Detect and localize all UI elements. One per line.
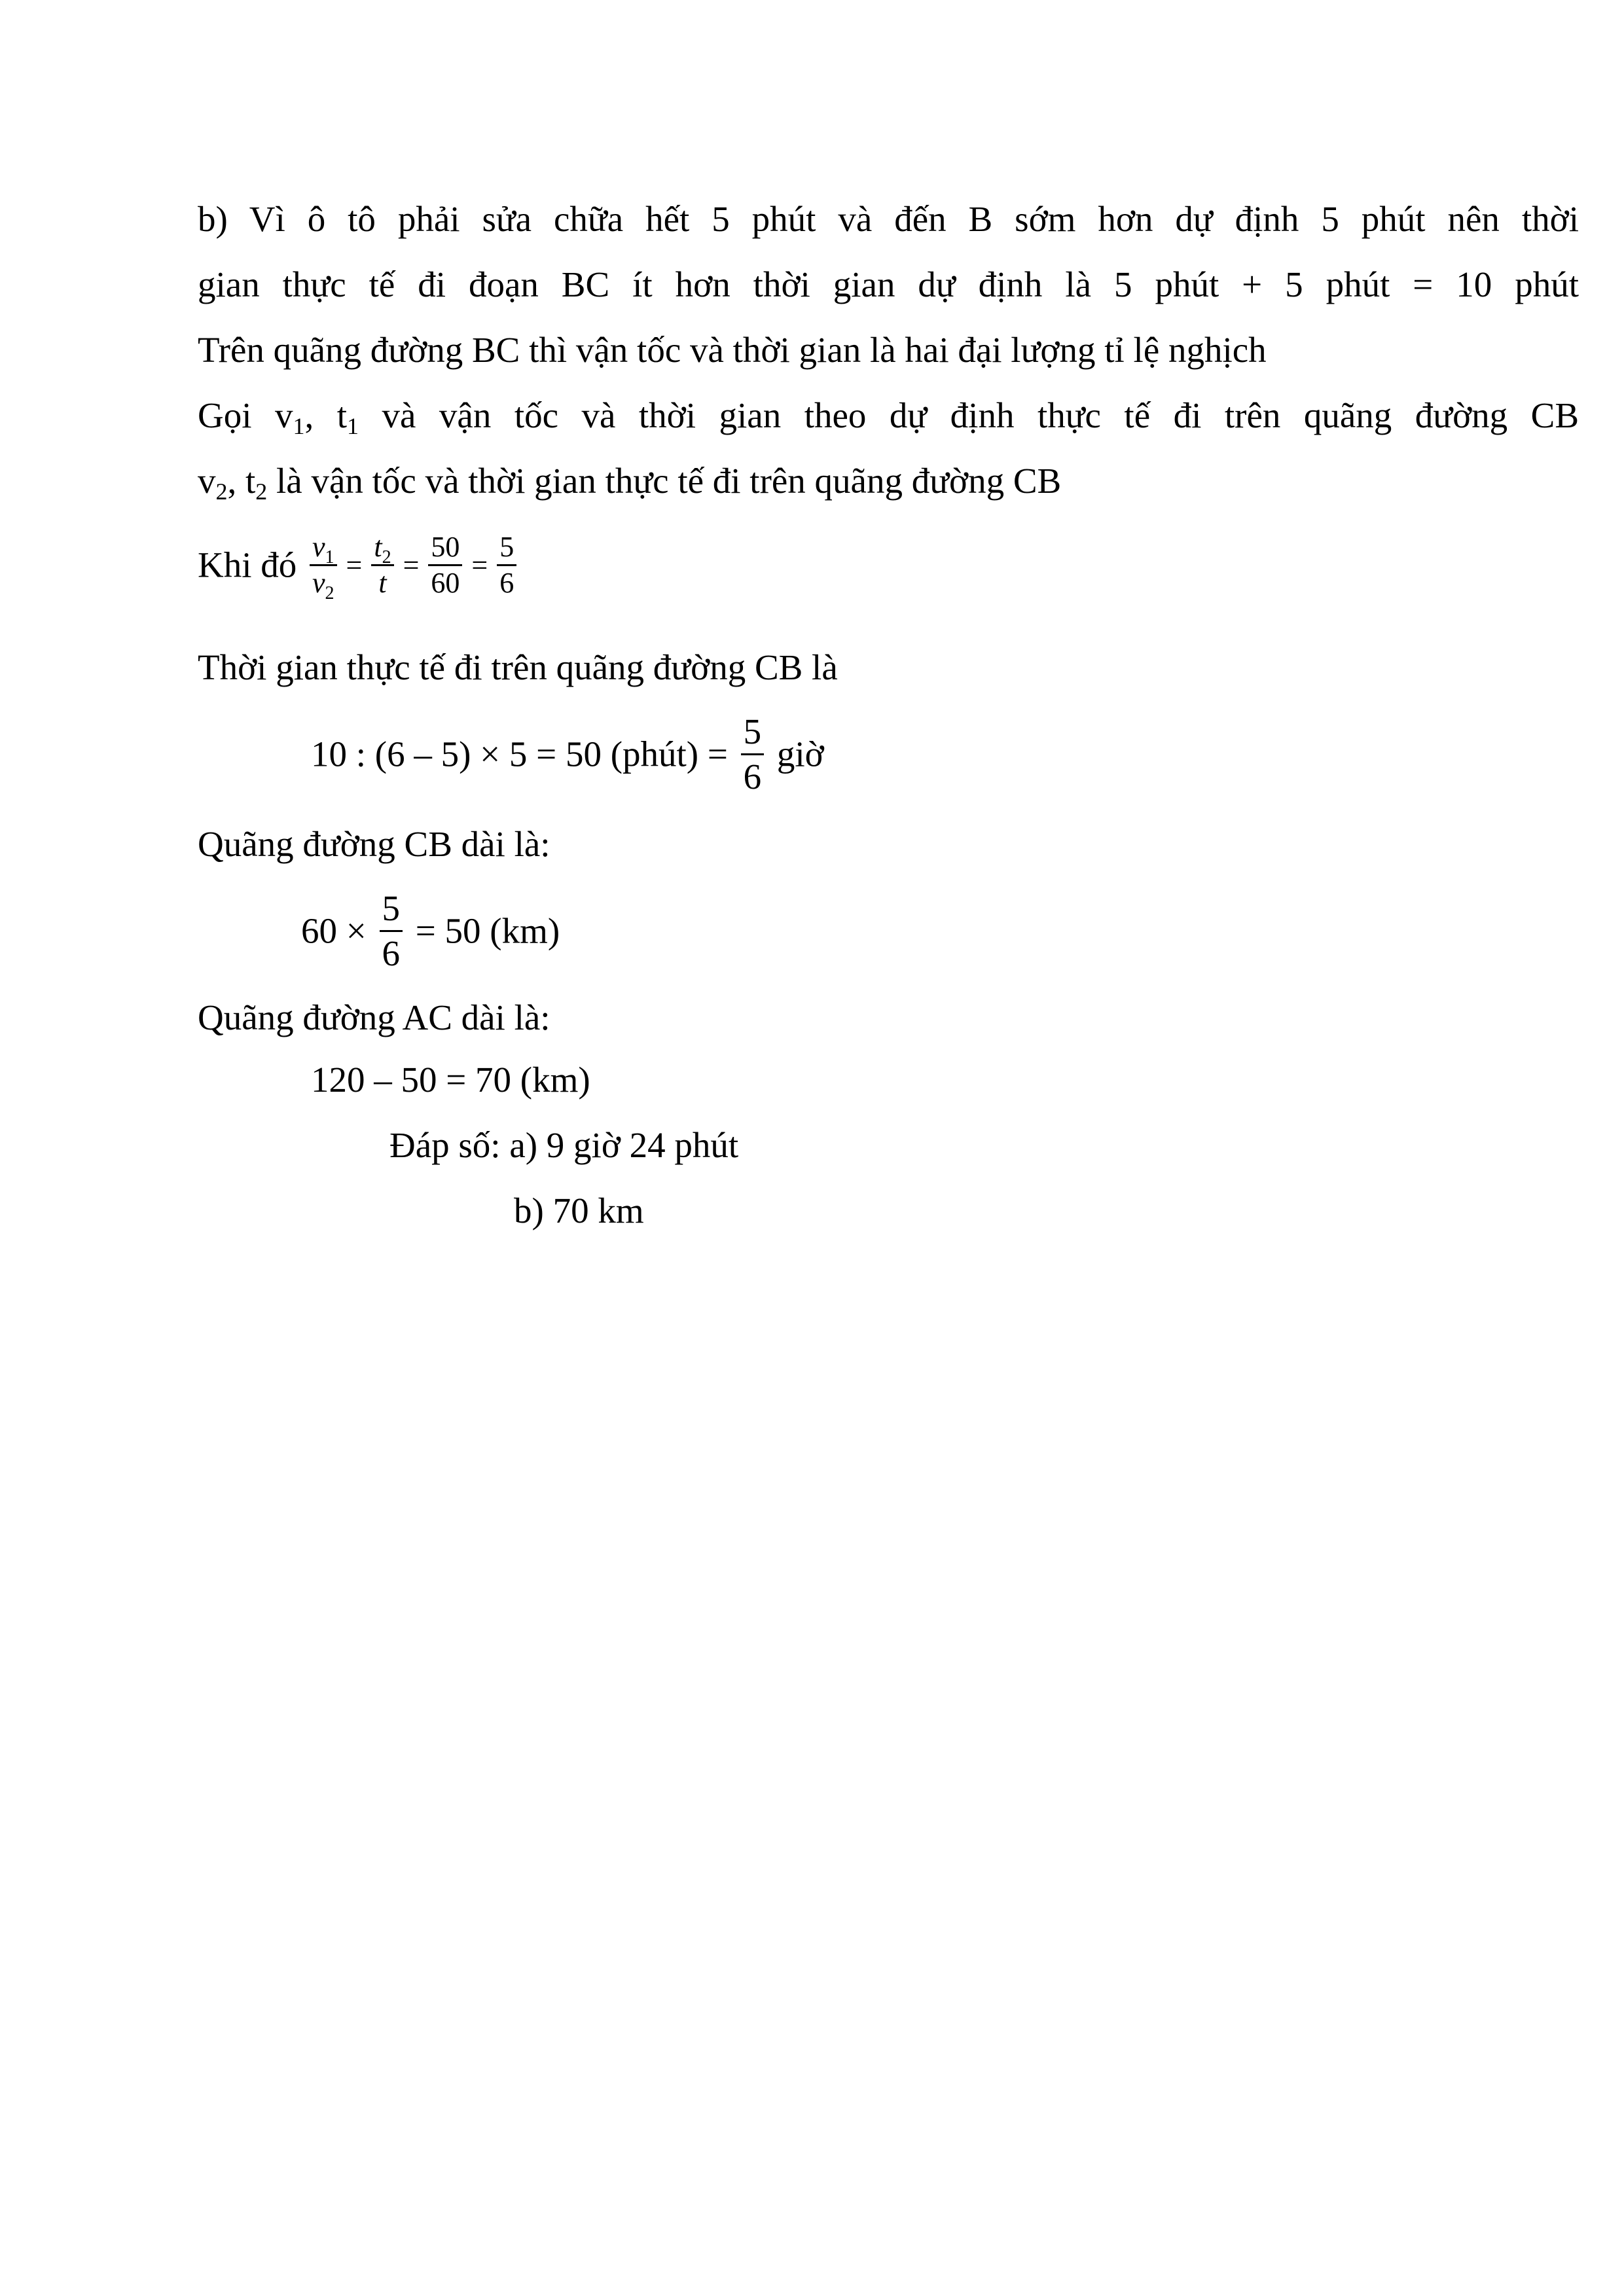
- line-cb-distance-heading: Quãng đường CB dài là:: [198, 824, 550, 864]
- calc-text: 10 : (6 – 5) × 5 = 50 (phút) =: [311, 734, 728, 774]
- subscript: 2: [325, 583, 334, 603]
- frac-den: 6: [499, 567, 514, 599]
- line-cb-distance-calc: [301, 887, 560, 975]
- line-ratio-equation: [198, 530, 520, 603]
- frac-den: 60: [431, 567, 460, 599]
- line-answer-b: b) 70 km: [514, 1191, 644, 1230]
- text-part: là vận tốc và thời gian thực tế đi trên quãng đường CB: [267, 461, 1062, 501]
- subscript: 2: [382, 547, 391, 567]
- line-ac-distance-heading: Quãng đường AC dài là:: [198, 997, 550, 1037]
- line-inverse-proportion: Trên quãng đường BC thì vận tốc và thời gian là hai đại lượng tỉ lệ nghịch: [198, 330, 1267, 370]
- frac-num: t: [374, 531, 382, 563]
- text-part: , t: [304, 395, 348, 435]
- fraction-50-60: [428, 530, 462, 600]
- subscript: 2: [255, 478, 268, 505]
- unit-hour: giờ: [776, 734, 824, 774]
- text-part: và vận tốc và thời gian theo dự định thực tế đi trên quãng đường CB: [359, 395, 1579, 435]
- calc-result: = 50 (km): [415, 910, 560, 951]
- line-answer-a: Đáp số: a) 9 giờ 24 phút: [389, 1125, 739, 1165]
- frac-num: 50: [428, 530, 462, 566]
- fraction-5-6: [497, 530, 516, 600]
- frac-num: 5: [741, 710, 765, 755]
- subscript: 2: [215, 478, 228, 505]
- fraction-v1-v2: [310, 530, 337, 603]
- equals-sign: =: [346, 548, 363, 581]
- equals-sign: =: [471, 548, 488, 581]
- line-time-difference: gian thực tế đi đoạn BC ít hơn thời gian dự định là 5 phút + 5 phút = 10 phút: [198, 264, 1579, 304]
- equals-sign: =: [403, 548, 420, 581]
- subscript: 1: [293, 413, 305, 439]
- line-define-v2-t2: [198, 458, 1061, 504]
- frac-den: t: [378, 567, 387, 599]
- line-actual-time-heading: Thời gian thực tế đi trên quãng đường CB là: [198, 647, 838, 687]
- line-define-v1-t1: [198, 393, 1579, 439]
- text-part: Gọi v: [198, 395, 293, 435]
- frac-num: v: [312, 531, 325, 563]
- subscript: 1: [325, 547, 334, 567]
- line-actual-time-calc: [311, 710, 824, 798]
- fraction-t2-t: [371, 530, 393, 600]
- subscript: 1: [347, 413, 359, 439]
- frac-den: 6: [743, 757, 762, 797]
- calc-prefix: 60 ×: [301, 910, 367, 951]
- ratio-prefix: Khi đó: [198, 545, 297, 585]
- text-part: , t: [227, 461, 256, 501]
- line-reason-intro: b) Vì ô tô phải sửa chữa hết 5 phút và đến B sớm hơn dự định 5 phút nên thời: [198, 199, 1579, 239]
- fraction-5-6: [380, 887, 403, 975]
- frac-num: 5: [380, 887, 403, 932]
- text-part: v: [198, 461, 216, 501]
- frac-den: v: [312, 567, 325, 599]
- frac-num: 5: [497, 530, 516, 566]
- frac-den: 6: [382, 933, 401, 973]
- fraction-5-6: [741, 710, 765, 798]
- line-ac-distance-calc: 120 – 50 = 70 (km): [311, 1060, 590, 1100]
